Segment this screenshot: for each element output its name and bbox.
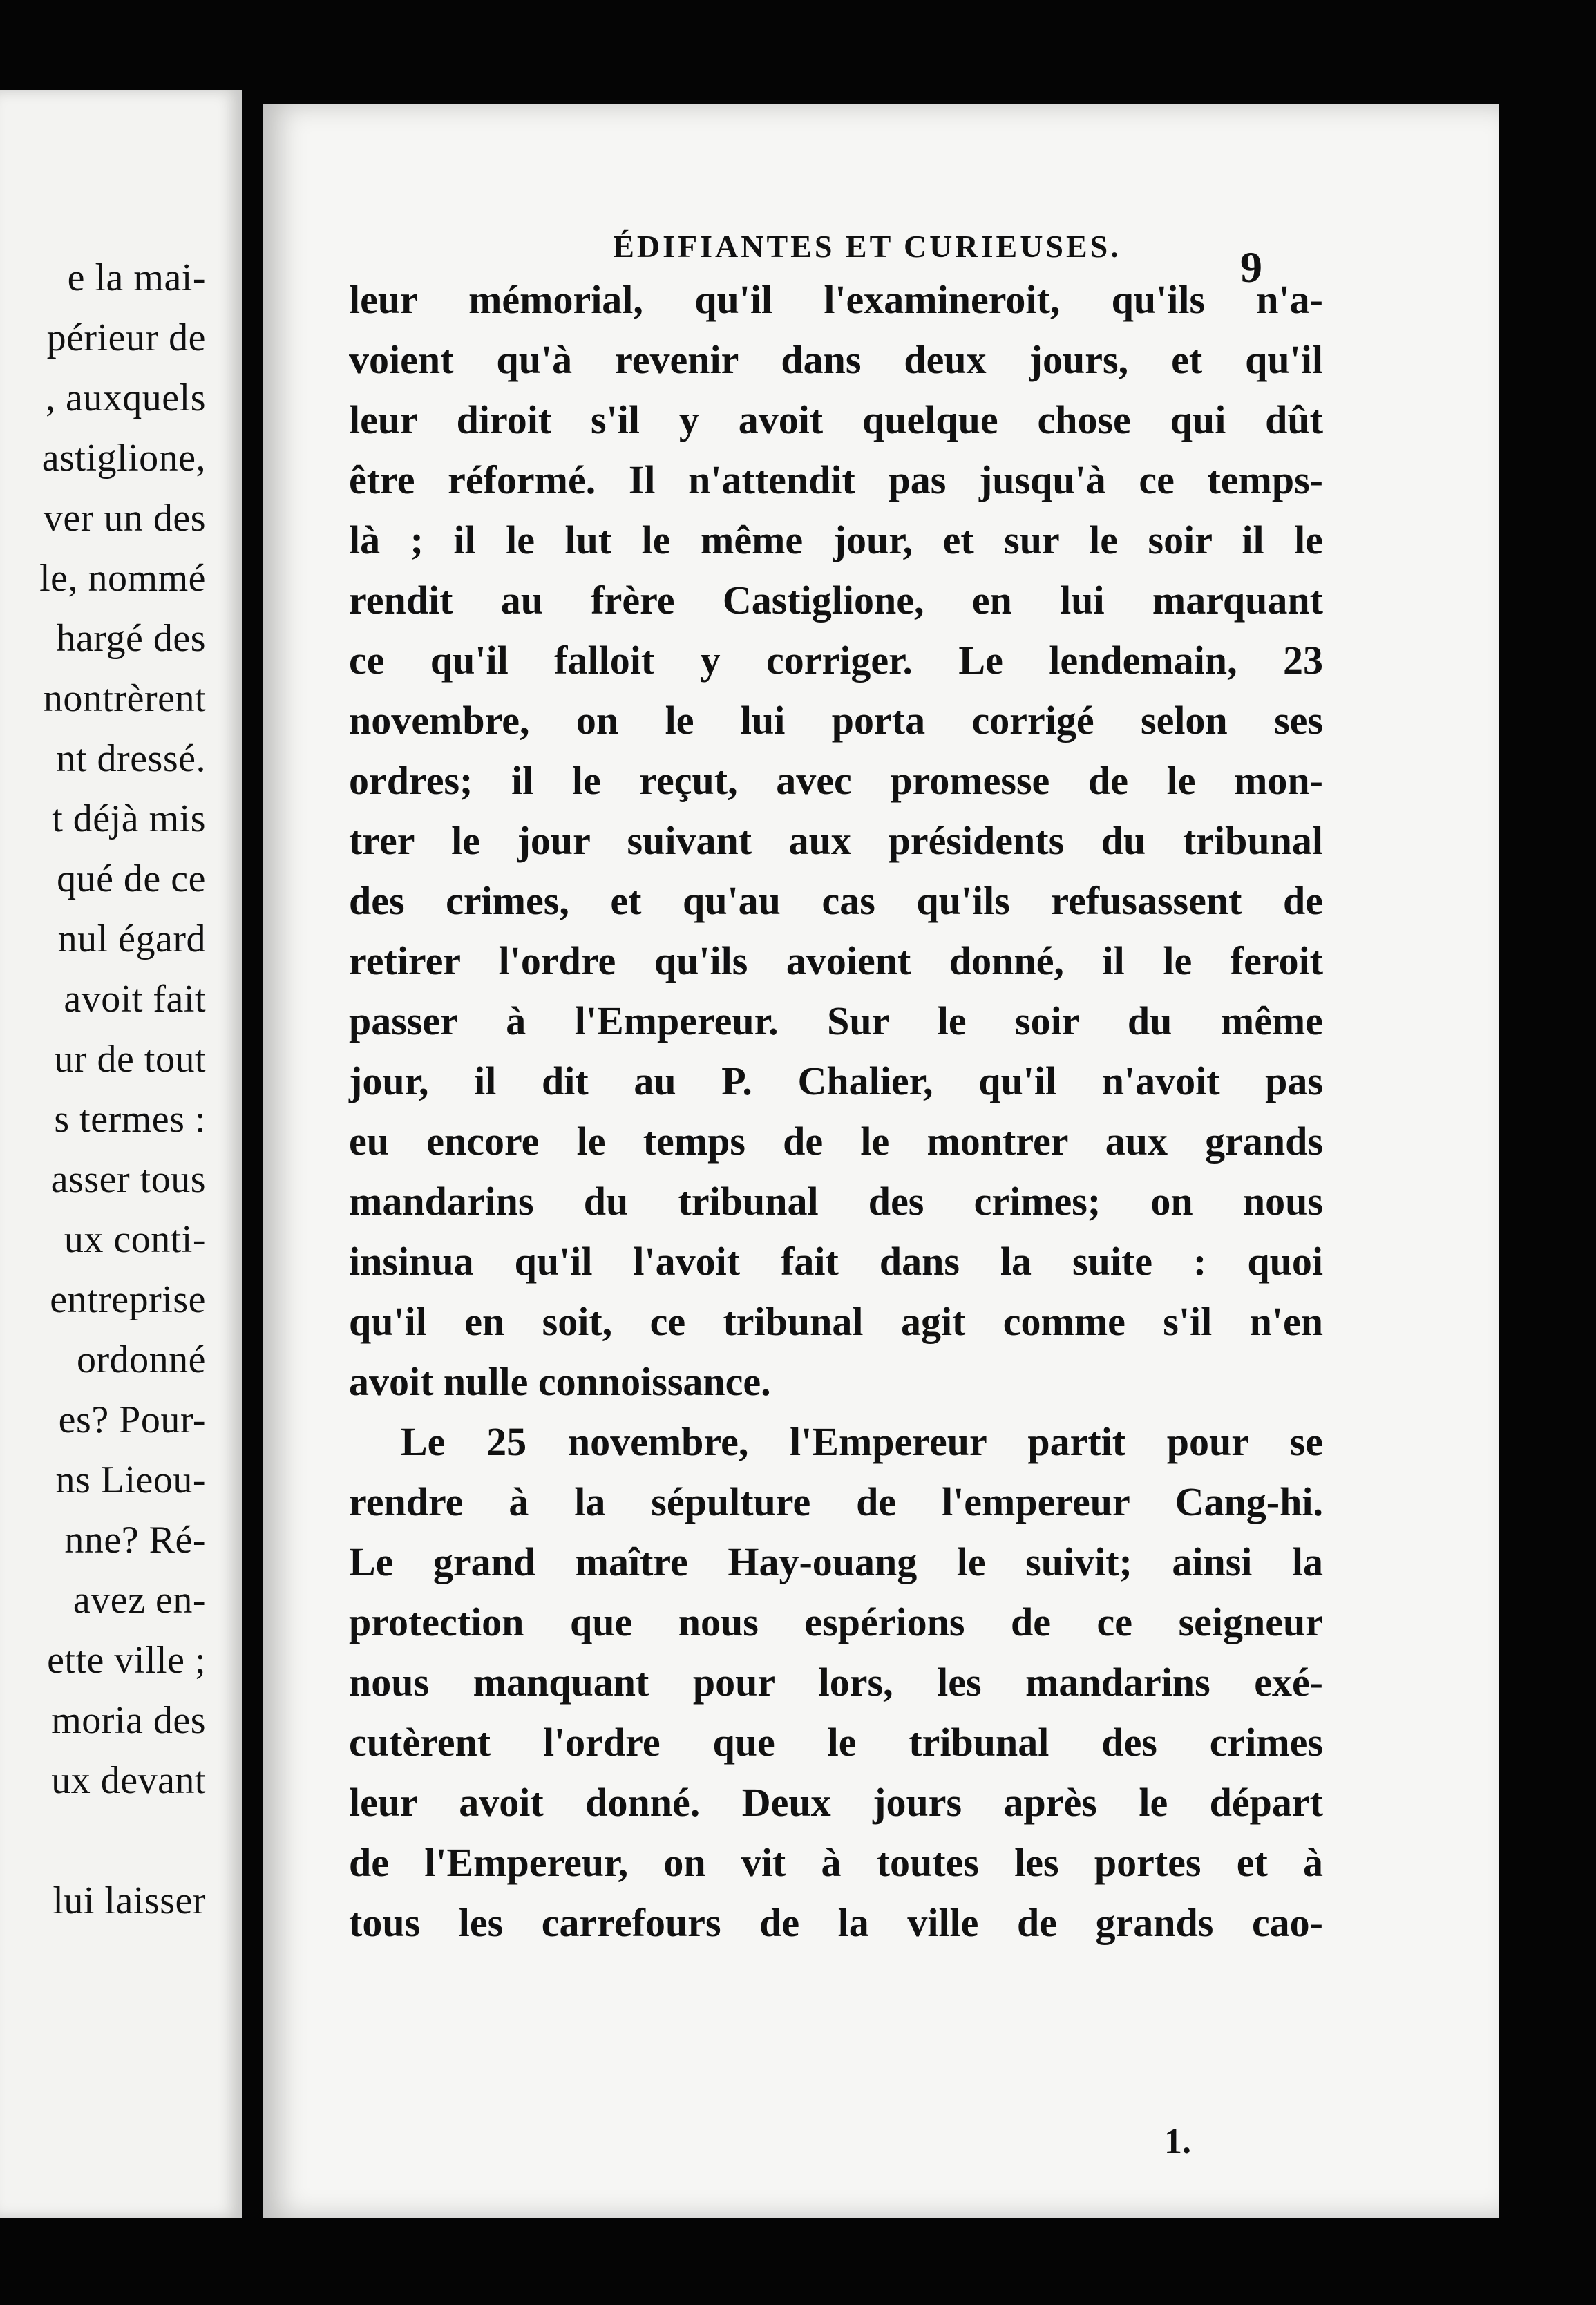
left-page-line: avez en- — [73, 1579, 206, 1622]
left-page — [0, 90, 242, 2218]
text-line: voient qu'à revenir dans deux jours, et qu'il — [349, 337, 1323, 382]
text-line: leur mémorial, qu'il l'examineroit, qu'ils n'a- — [349, 277, 1323, 322]
left-page-line: qué de ce — [57, 857, 206, 900]
text-line: être réformé. Il n'attendit pas jusqu'à ce temps- — [349, 457, 1323, 502]
left-page-line: ux conti- — [64, 1218, 206, 1261]
left-page-line: ns Lieou- — [55, 1459, 206, 1501]
text-line: de l'Empereur, on vit à toutes les portes et à — [349, 1840, 1323, 1885]
left-page-line: moria des — [51, 1699, 206, 1742]
text-line: retirer l'ordre qu'ils avoient donné, il le feroit — [349, 938, 1323, 983]
text-line: rendit au frère Castiglione, en lui marquant — [349, 578, 1323, 623]
left-page-line: t déjà mis — [52, 797, 206, 840]
left-page-line: nul égard — [57, 918, 206, 960]
left-page-line: asser tous — [50, 1158, 206, 1201]
left-page-line: entreprise — [50, 1278, 206, 1321]
left-page-line: périeur de — [46, 316, 206, 359]
left-page-line: ordonné — [76, 1338, 206, 1381]
text-line: cutèrent l'ordre que le tribunal des crimes — [349, 1720, 1323, 1765]
left-page-line: nontrèrent — [43, 677, 206, 720]
text-line: eu encore le temps de le montrer aux grands — [349, 1119, 1323, 1164]
text-line: tous les carrefours de la ville de grands cao- — [349, 1900, 1323, 1945]
left-page-line: lui laisser — [53, 1879, 206, 1922]
text-line: ordres; il le reçut, avec promesse de le mon- — [349, 758, 1323, 803]
text-line: mandarins du tribunal des crimes; on nous — [349, 1179, 1323, 1224]
right-page — [263, 104, 1499, 2218]
text-line: là ; il le lut le même jour, et sur le soir il le — [349, 518, 1323, 562]
body-text — [349, 269, 1323, 1953]
left-page-line: nt dressé. — [56, 737, 206, 780]
text-line: trer le jour suivant aux présidents du tribunal — [349, 818, 1323, 863]
left-page-line: ux devant — [51, 1759, 206, 1802]
running-head: ÉDIFIANTES ET CURIEUSES. — [613, 229, 1121, 264]
left-page-line: hargé des — [56, 617, 206, 660]
text-line: Le 25 novembre, l'Empereur partit pour se — [401, 1419, 1323, 1464]
text-line: passer à l'Empereur. Sur le soir du même — [349, 998, 1323, 1043]
left-page-line: e la mai- — [67, 256, 206, 299]
left-page-line: s termes : — [54, 1098, 206, 1141]
text-line: avoit nulle connoissance. — [349, 1359, 771, 1404]
text-line: qu'il en soit, ce tribunal agit comme s'il n'en — [349, 1299, 1323, 1344]
text-line: ce qu'il falloit y corriger. Le lendemain, 23 — [349, 638, 1323, 683]
text-line: rendre à la sépulture de l'empereur Cang-hi. — [349, 1479, 1323, 1524]
text-line: nous manquant pour lors, les mandarins exé- — [349, 1660, 1323, 1705]
left-page-line: avoit fait — [64, 978, 206, 1021]
text-line: Le grand maître Hay-ouang le suivit; ainsi la — [349, 1539, 1323, 1584]
text-line: leur diroit s'il y avoit quelque chose qui dût — [349, 397, 1323, 442]
text-line: leur avoit donné. Deux jours après le départ — [349, 1780, 1323, 1825]
left-page-line: ur de tout — [54, 1038, 206, 1081]
left-page-line: nne? Ré- — [64, 1519, 206, 1562]
text-line: des crimes, et qu'au cas qu'ils refusassent de — [349, 878, 1323, 923]
left-page-line: astiglione, — [41, 437, 206, 480]
left-page-line: ver un des — [43, 497, 206, 540]
page-number: 9 — [1240, 243, 1262, 292]
text-line: jour, il dit au P. Chalier, qu'il n'avoit pas — [349, 1059, 1323, 1103]
text-line: protection que nous espérions de ce seigneur — [349, 1600, 1323, 1644]
text-line: insinua qu'il l'avoit fait dans la suite : quoi — [349, 1239, 1323, 1284]
left-page-line: es? Pour- — [58, 1398, 206, 1441]
signature-mark: 1. — [1164, 2122, 1191, 2161]
left-page-line: le, nommé — [39, 557, 206, 600]
left-page-line: ette ville ; — [47, 1639, 206, 1682]
left-page-line: , auxquels — [45, 377, 206, 419]
text-line: novembre, on le lui porta corrigé selon ses — [349, 698, 1323, 743]
